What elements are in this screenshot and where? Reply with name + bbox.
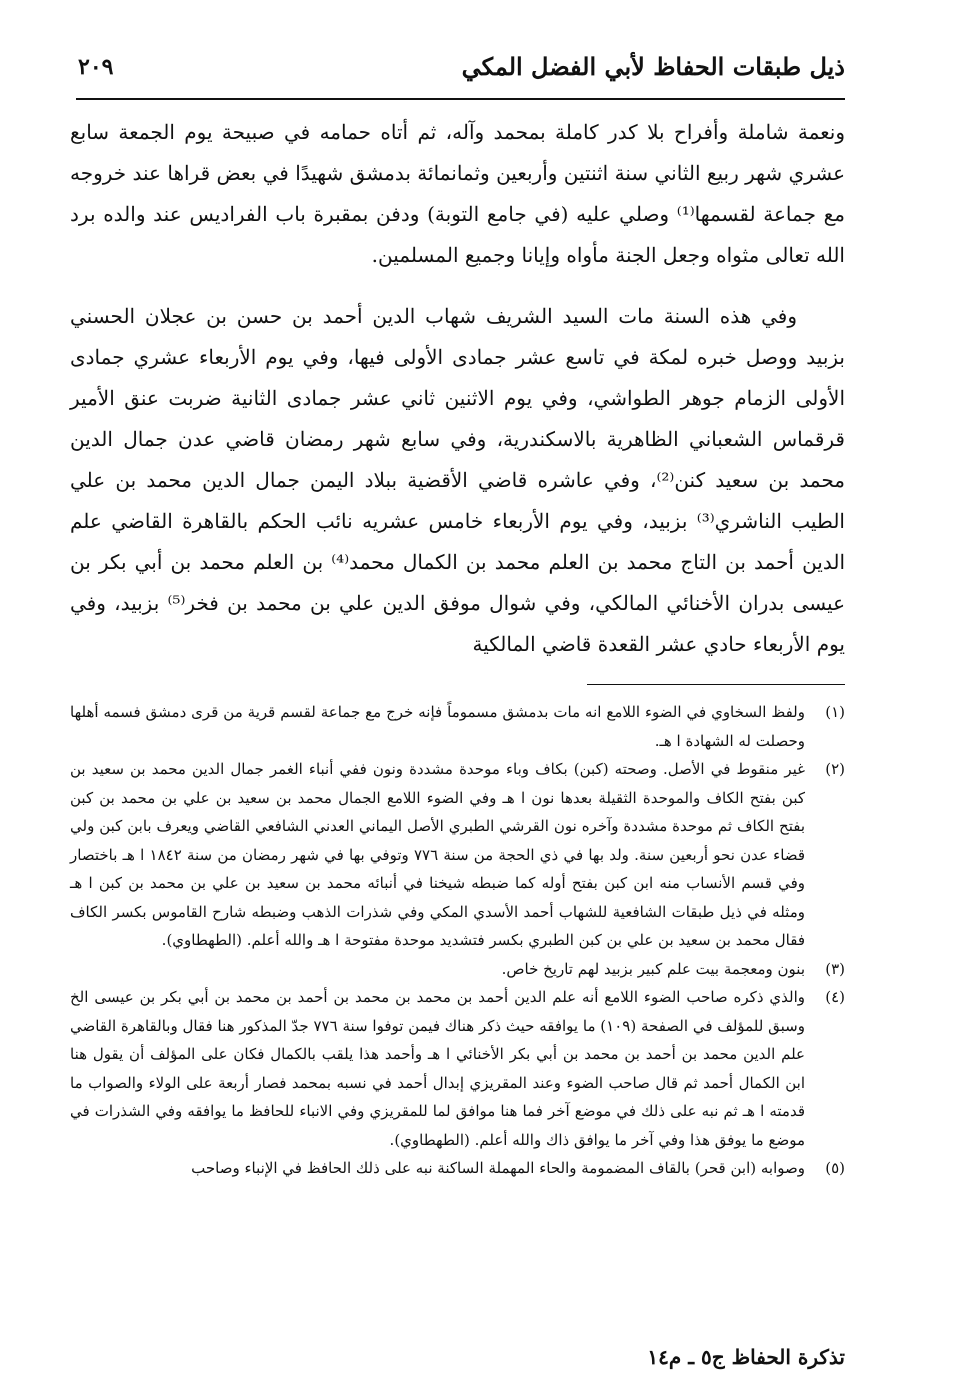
paragraph: وفي هذه السنة مات السيد الشريف شهاب الدين أحمد بن حسن بن عجلان الحسني بزبيد ووصل خبره لمكة في تاسع عشر جمادى الأولى فيها، وفي يوم الأربعاء عشري جمادى الأولى الزمام جوهر الطواشي، وفي يوم الاثنين ثاني عشر جمادى الثانية ضربت عنق الأمير قرقماس الشعباني الظاهرية بالاسكندرية، وفي سابع شهر رمضان قاضي عدن جمال الدين محمد بن سعيد كنن⁽²⁾، وفي عاشره قاضي الأقضية ببلاد اليمن جمال الدين محمد بن علي الطيب الناشري⁽³⁾ بزبيد، وفي يوم الأربعاء خامس عشريه نائب الحكم بالقاهرة القاضي علم الدين أحمد بن التاج محمد بن العلم محمد بن الكمال محمد⁽⁴⁾ بن العلم محمد بن أبي بكر بن عيسى بدران الأخنائي المالكي، وفي شوال موفق الدين علي بن محمد بن فخر⁽⁵⁾ بزبيد، وفي يوم الأربعاء حادي عشر القعدة قاضي المالكية bbox=[70, 304, 846, 656]
signature-mark: تذكرة الحفاظ ج٥ ـ م١٤ bbox=[647, 1345, 845, 1369]
footnote-text: غير منقوط في الأصل. وصحته (كبن) بكاف وباء موحدة مشددة ونون ففي أنباء الغمر جمال الدين محمد بن سعيد بن كبن بفتح الكاف والموحدة الثقيلة بعدها نون ا هـ وفي الضوء اللامع الجمال محمد بن سعيد بن علي بن محمد بن كبن بفتح الكاف ثم موحدة مشددة وآخره نون القرشي الطبري الأصل اليماني العدني الشافعي القاضي ويعرف بابن كبن ولي قضاء عدن نحو أربعين سنة. ولد بها في ذي الحجة من سنة ٧٧٦ وتوفي بها في شهر رمضان من سنة ١٨٤٢ ا هـ باختصار وفي قسم الأنساب منه ابن كبن بفتح أوله كما ضبطه شيخنا في أنبائه محمد بن سعيد بن علي بن محمد بن كبن ا هـ ومثله في ذيل طبقات الشافعية للشهاب أحمد الأسدي المكي وفي شذرات الذهب وضبطه شارح القاموس بكسر الكاف فقال محمد بن سعيد بن علي بن كبن الطبري بكسر فتشديد موحدة مفتوحة ا هـ والله أعلم. (الطهطاوي). bbox=[70, 760, 805, 949]
running-header-title: ذيل طبقات الحفاظ لأبي الفضل المكي bbox=[461, 52, 845, 81]
footnote-item bbox=[70, 955, 845, 984]
footnote-text: ولفظ السخاوي في الضوء اللامع انه مات بدمشق مسموماً فإنه خرج مع جماعة لقسم قرية من قرى دمشق فسمه أهلها وحصلت له الشهادة ا هـ. bbox=[70, 703, 805, 750]
paragraph: ونعمة شاملة وأفراح بلا كدر كاملة بمحمد وآله، ثم أتاه حمامه في صبيحة يوم الجمعة سابع عشري شهر ربيع الثاني سنة اثنتين وأربعين وثمانمائة بدمشق شهيدًا في بعض قراها عند خروجه مع جماعة لقسمها⁽¹⁾ وصلي عليه (في جامع التوبة) ودفن بمقبرة باب الفراديس عند والده برد الله تعالى مثواه وجعل الجنة مأواه وإيانا وجميع المسلمين. bbox=[70, 120, 846, 267]
footnote-number: (٣) bbox=[825, 959, 845, 978]
footnote-item bbox=[70, 983, 845, 1154]
page-number: ٢٠٩ bbox=[78, 54, 114, 80]
footnote-number: (٤) bbox=[825, 988, 845, 1006]
main-text bbox=[70, 112, 845, 665]
footnote-text: وصوابه (ابن قحر) بالقاف المضمومة والحاء المهملة الساكنة نبه على ذلك الحافظ في الإنباء وصاحب bbox=[191, 1159, 805, 1177]
footnote-number: (٥) bbox=[825, 1159, 845, 1177]
footnote-item bbox=[70, 1154, 845, 1183]
footnote-text: بنون ومعجمة بيت علم كبير بزبيد لهم تاريخ خاص. bbox=[501, 959, 805, 978]
footnote-text: والذي ذكره صاحب الضوء اللامع أنه علم الدين أحمد بن محمد بن محمد بن أحمد بن محمد بن أبي بكر بن عيسى الخ وسبق للمؤلف في الصفحة (١٠٩) ما يوافقه حيث ذكر هناك فيمن توفوا سنة ٧٧٦ جدّ المذكور هنا فقال وبالقاهرة القاضي علم الدين محمد بن أحمد بن محمد بن أبي بكر الأخنائي ا هـ وأحمد هذا يلقب بالكمال فكان على المؤلف أن يقول هنا ابن الكمال أحمد ثم قال صاحب الضوء وعند المقريزي إبدال أحمد في نسبه بمحمد فصار أربعة على الولاء والصواب ما قدمته ا هـ ثم نبه على ذلك في موضع آخر فما هنا موافق لما للمقريزي وفي الانباء للحافظ ما يوافقه وفي الشذرات في موضع ما يوفق هذا وفي آخر ما يوافق ذاك والله أعلم. (الطهطاوي). bbox=[70, 988, 805, 1149]
footnote-divider bbox=[587, 684, 845, 685]
footnote-number: (٢) bbox=[825, 760, 845, 778]
footnote-item bbox=[70, 698, 845, 755]
header-divider bbox=[76, 98, 845, 100]
footnotes bbox=[70, 698, 845, 1183]
footnote-number: (١) bbox=[825, 703, 845, 721]
footnote-item bbox=[70, 755, 845, 955]
